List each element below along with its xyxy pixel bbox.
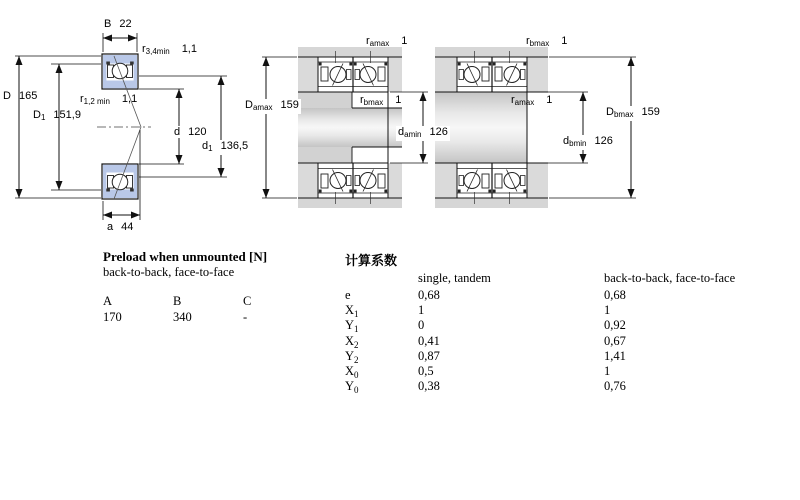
factor-row-y0: $Y_0$ 0,38 0,76	[345, 379, 626, 396]
dim-label-r34: $r_{3,4min}$ 1,1	[142, 43, 197, 56]
preload-header-a: A	[103, 294, 113, 308]
dim-label-r12: $r_{1,2 min}$ 1,1	[80, 93, 138, 106]
dim-label-ramax-b: $r_{amax}$ 1	[511, 94, 553, 107]
dim-label-rbmax-b: $r_{bmax}$ 1	[526, 35, 568, 48]
factors-col2-header: back-to-back, face-to-face	[604, 271, 736, 285]
factors-title: 计算系数	[345, 253, 398, 268]
factor-row-x1: $X_1$ 1 1	[345, 303, 611, 320]
factor-row-y1: $Y_1$ 0 0,92	[345, 318, 626, 335]
preload-values	[103, 310, 313, 325]
preload-header-b: B	[173, 294, 182, 308]
preload-subtitle: back-to-back, face-to-face	[103, 265, 235, 279]
dim-label-d: d 120	[174, 126, 207, 138]
factors-col1-header: single, tandem	[418, 271, 491, 285]
dim-label-rbmax-a: $r_{bmax}$ 1	[360, 94, 402, 107]
dim-label-d1: $d_1$ 136,5	[202, 140, 249, 153]
preload-value-a: 170	[103, 310, 122, 324]
preload-headers	[103, 294, 313, 309]
dim-label-ramax-a: $r_{amax}$ 1	[366, 35, 408, 48]
factor-row-x2: $X_2$ 0,41 0,67	[345, 333, 626, 350]
preload-title: Preload when unmounted [N]	[103, 249, 268, 264]
dim-label-Damax: $D_{amax}$ 159	[245, 99, 299, 112]
preload-value-c: -	[243, 310, 248, 324]
dim-label-D1: $D_1$ 151,9	[33, 109, 81, 122]
factor-row-x0: $X_0$ 0,5 1	[345, 363, 611, 380]
dim-label-Dbmax: $D_{bmax}$ 159	[606, 106, 660, 119]
dim-label-a: a 44	[107, 221, 134, 233]
arrangement-b-drawing	[435, 47, 636, 208]
dim-label-D: D 165	[3, 90, 38, 102]
preload-value-b: 340	[173, 310, 192, 324]
dim-label-damin: $d_{amin}$ 126	[398, 126, 448, 139]
factor-row-e: e 0,68 0,68	[345, 288, 626, 302]
factor-row-y2: $Y_2$ 0,87 1,41	[345, 348, 626, 365]
preload-header-c: C	[243, 294, 252, 308]
factors-rows	[345, 288, 626, 394]
dim-label-B: B 22	[104, 18, 132, 30]
dim-label-dbmin: $d_{bmin}$ 126	[563, 135, 613, 148]
